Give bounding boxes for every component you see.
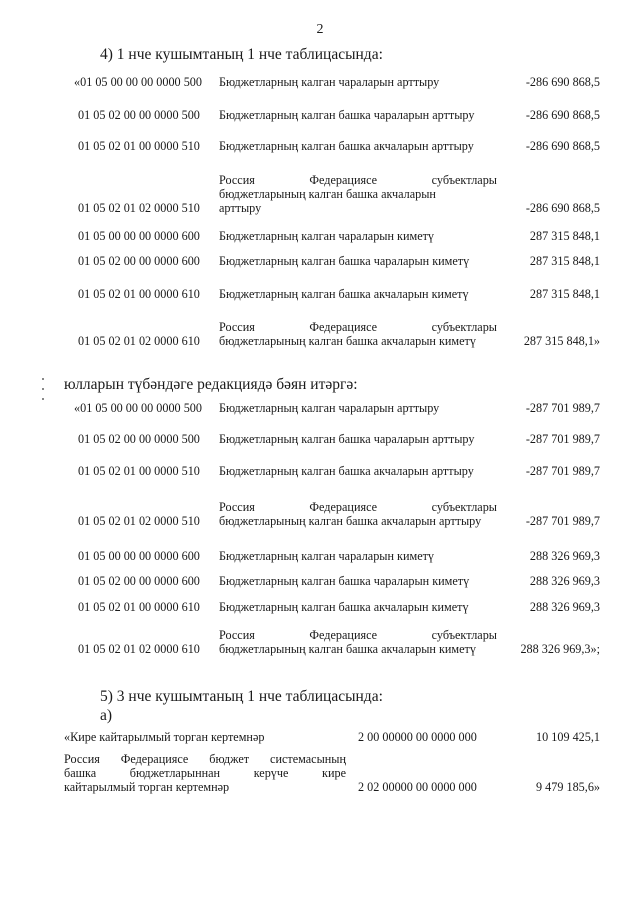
row-description: [219, 432, 497, 446]
row-description-line: Россия Федерациясе субъектлары: [219, 173, 497, 187]
row-description-line: Бюджетларның калган башка чараларын киметү: [219, 254, 470, 268]
row-amount: -287 701 989,7: [525, 432, 600, 446]
table3-row-description: [64, 730, 346, 744]
row-amount: 287 315 848,1: [529, 229, 600, 243]
row-code: «01 05 00 00 00 0000 500: [74, 75, 202, 89]
row-description: [219, 229, 497, 243]
row-amount: 287 315 848,1: [529, 287, 600, 301]
row-description-line: Бюджетларның калган чараларын арттыру: [219, 401, 440, 415]
table3-row-amount: 9 479 185,6»: [536, 780, 600, 794]
row-description: [219, 500, 497, 528]
row-code: 01 05 02 01 02 0000 610: [78, 642, 200, 656]
table3-row-code: 2 00 00000 00 0000 000: [358, 730, 477, 744]
row-description: [219, 287, 497, 301]
row-code: 01 05 02 01 00 0000 510: [78, 464, 200, 478]
row-description-line: арттыру: [219, 201, 262, 215]
row-amount: 288 326 969,3»;: [520, 642, 600, 656]
row-description: [219, 173, 497, 215]
row-description-line: Бюджетларның калган чараларын киметү: [219, 229, 435, 243]
row-description: [219, 600, 497, 614]
row-description-line: Бюджетларның калган башка чараларын киметү: [219, 574, 470, 588]
row-description-line: бюджетларының калган башка акчаларын киметү: [219, 642, 476, 656]
row-code: 01 05 02 01 02 0000 610: [78, 334, 200, 348]
row-description-line: Бюджетларның калган башка акчаларын арттыру: [219, 464, 474, 478]
row-code: «01 05 00 00 00 0000 500: [74, 401, 202, 415]
row-code: 01 05 02 01 02 0000 510: [78, 514, 200, 528]
row-amount: -286 690 868,5: [525, 201, 600, 215]
row-amount: 288 326 969,3: [529, 549, 600, 563]
row-description: [219, 401, 497, 415]
table3-row-description-line: кайтарылмый торган кертемнәр: [64, 780, 230, 794]
row-amount: -287 701 989,7: [525, 464, 600, 478]
row-description-line: бюджетларының калган башка акчаларын арттыру: [219, 514, 482, 528]
row-code: 01 05 00 00 00 0000 600: [78, 549, 200, 563]
row-description: [219, 320, 497, 348]
table3-row-description-line: «Кире кайтарылмый торган кертемнәр: [64, 730, 265, 744]
row-code: 01 05 02 00 00 0000 600: [78, 574, 200, 588]
row-description-line: Россия Федерациясе субъектлары: [219, 500, 497, 514]
row-description-line: бюджетларының калган башка акчаларын киметү: [219, 334, 476, 348]
page-number: 2: [316, 22, 324, 37]
row-code: 01 05 02 01 00 0000 510: [78, 139, 200, 153]
row-description-line: Россия Федерациясе субъектлары: [219, 320, 497, 334]
table3-row-description: [64, 752, 346, 794]
row-code: 01 05 02 01 00 0000 610: [78, 287, 200, 301]
row-code: 01 05 02 00 00 0000 500: [78, 432, 200, 446]
row-description: [219, 628, 497, 656]
row-description-line: Бюджетларның калган чараларын арттыру: [219, 75, 440, 89]
row-code: 01 05 02 01 00 0000 610: [78, 600, 200, 614]
row-description-line: Бюджетларның калган башка чараларын арттыру: [219, 108, 475, 122]
row-amount: -286 690 868,5: [525, 108, 600, 122]
row-description: [219, 139, 497, 153]
row-description-line: бюджетларының калган башка акчаларын: [219, 187, 436, 201]
row-amount: -286 690 868,5: [525, 75, 600, 89]
row-amount: 287 315 848,1: [529, 254, 600, 268]
row-description: [219, 254, 497, 268]
table3-row-code: 2 02 00000 00 0000 000: [358, 780, 477, 794]
row-description-line: Бюджетларның калган башка чараларын арттыру: [219, 432, 475, 446]
redaction-text: юлларын түбәндәге редакциядә бәян итәргә:: [64, 376, 358, 393]
row-code: 01 05 02 00 00 0000 600: [78, 254, 200, 268]
row-description: [219, 574, 497, 588]
table3-row-amount: 10 109 425,1: [536, 730, 600, 744]
row-description: [219, 75, 497, 89]
row-amount: -287 701 989,7: [525, 401, 600, 415]
section4-heading: 4) 1 нче кушымтаның 1 нче таблицасында:: [100, 46, 383, 63]
row-amount: 288 326 969,3: [529, 574, 600, 588]
row-amount: 287 315 848,1»: [523, 334, 600, 348]
row-description-line: Бюджетларның калган башка акчаларын киметү: [219, 287, 469, 301]
row-description-line: Бюджетларның калган башка акчаларын арттыру: [219, 139, 474, 153]
row-code: 01 05 02 00 00 0000 500: [78, 108, 200, 122]
row-description-line: Бюджетларның калган башка акчаларын киметү: [219, 600, 469, 614]
row-amount: -287 701 989,7: [525, 514, 600, 528]
scan-mark: [42, 378, 44, 380]
row-description: [219, 549, 497, 563]
row-description-line: Бюджетларның калган чараларын киметү: [219, 549, 435, 563]
scan-mark: [42, 398, 44, 400]
section5-heading: 5) 3 нче кушымтаның 1 нче таблицасында:: [100, 688, 383, 705]
row-description: [219, 464, 497, 478]
section5-sub: а): [100, 707, 113, 724]
row-amount: -286 690 868,5: [525, 139, 600, 153]
scan-mark: [42, 388, 44, 390]
row-code: 01 05 00 00 00 0000 600: [78, 229, 200, 243]
table3-row-description-line: башка бюджетларыннан керүче кире: [64, 766, 346, 780]
row-code: 01 05 02 01 02 0000 510: [78, 201, 200, 215]
row-description-line: Россия Федерациясе субъектлары: [219, 628, 497, 642]
row-description: [219, 108, 497, 122]
row-amount: 288 326 969,3: [529, 600, 600, 614]
table3-row-description-line: Россия Федерациясе бюджет системасының: [64, 752, 346, 766]
